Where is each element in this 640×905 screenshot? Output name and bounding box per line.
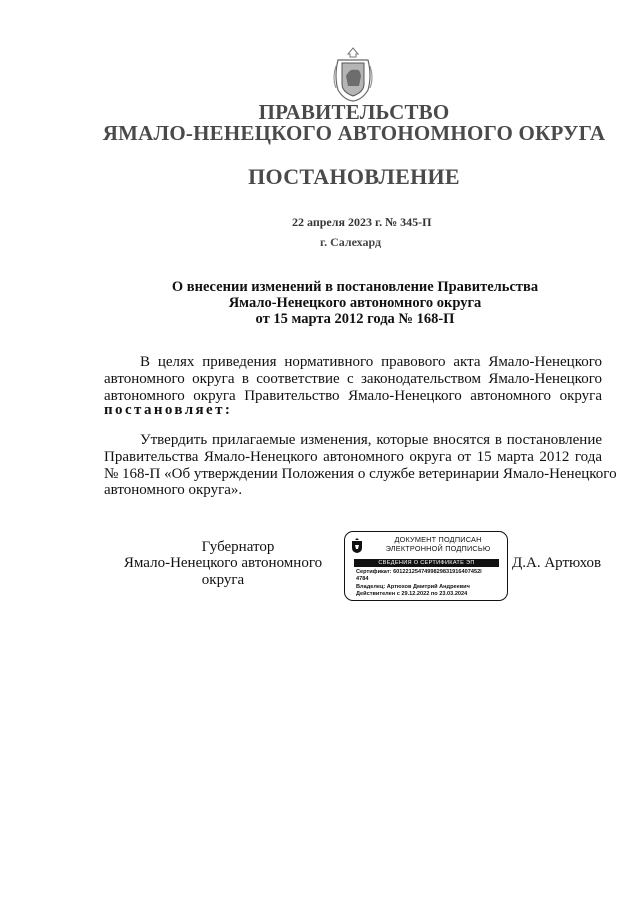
signer-name: Д.А. Артюхов bbox=[512, 555, 602, 571]
body-line-1: Утвердить прилагаемые изменения, которые вносятся в постановление bbox=[140, 432, 602, 448]
org-name-line-1: ПРАВИТЕЛЬСТВО bbox=[258, 100, 450, 124]
document-type: ПОСТАНОВЛЕНИЕ bbox=[248, 164, 460, 189]
coat-of-arms-emblem bbox=[330, 46, 376, 102]
body-line-3: № 168-П «Об утверждении Положения о службе ветеринарии Ямало-Ненецкого bbox=[104, 466, 617, 482]
resolution-title-line-1: О внесении изменений в постановление Правительства bbox=[171, 279, 539, 295]
stamp-owner: Владелец: Артюхов Дмитрий Андреевич bbox=[356, 584, 470, 590]
signer-position-line-1: Губернатор bbox=[201, 539, 275, 555]
electronic-signature-stamp bbox=[344, 531, 508, 601]
signer-position-line-2: Ямало-Ненецкого автономного округа bbox=[123, 555, 323, 588]
body-line-4: автономного округа». bbox=[104, 482, 243, 498]
stamp-validity: Действителен с 29.12.2022 по 23.03.2024 bbox=[356, 591, 468, 597]
preamble-line-2: автономного округа в соответствие с законодательством Ямало-Ненецкого bbox=[104, 371, 602, 387]
date-and-number: 22 апреля 2023 г. № 345-П bbox=[292, 215, 432, 229]
city: г. Салехард bbox=[320, 235, 382, 249]
resolution-title-line-3: от 15 марта 2012 года № 168-П bbox=[255, 311, 455, 327]
body-line-2: Правительства Ямало-Ненецкого автономного округа от 15 марта 2012 года bbox=[104, 449, 602, 465]
preamble-line-1: В целях приведения нормативного правового акта Ямало-Ненецкого bbox=[140, 354, 602, 370]
stamp-certificate-bar: СВЕДЕНИЯ О СЕРТИФИКАТЕ ЭП bbox=[354, 559, 499, 567]
stamp-heading-line-1: ДОКУМЕНТ ПОДПИСАН bbox=[394, 535, 482, 544]
decree-word: постановляет: bbox=[104, 402, 233, 418]
org-name-line-2: ЯМАЛО-НЕНЕЦКОГО АВТОНОМНОГО ОКРУГА bbox=[102, 121, 606, 145]
stamp-heading-line-2: ЭЛЕКТРОННОЙ ПОДПИСЬЮ bbox=[385, 544, 491, 553]
resolution-title-line-2: Ямало-Ненецкого автономного округа bbox=[228, 295, 482, 311]
stamp-certificate: Сертификат: 6012212547499829831916407452l bbox=[356, 569, 482, 575]
preamble-line-3: автономного округа Правительство Ямало-Ненецкого автономного округа bbox=[104, 388, 602, 404]
stamp-emblem-icon bbox=[350, 537, 364, 554]
stamp-certificate-continued: 4784 bbox=[356, 576, 369, 582]
